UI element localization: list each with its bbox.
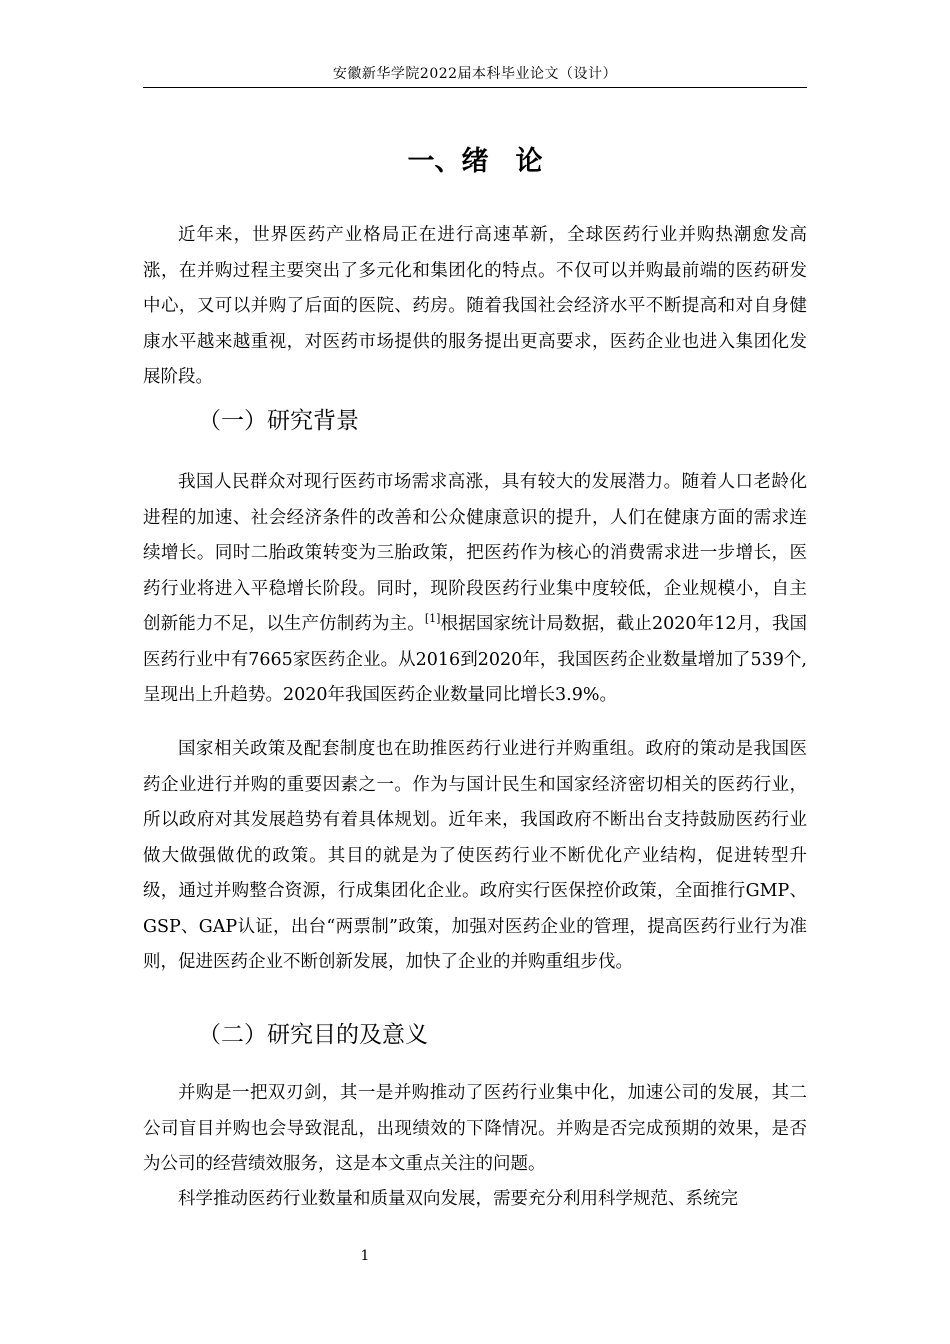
section-heading-purpose: （二）研究目的及意义 [198, 1022, 428, 1048]
intro-paragraph: 近年来，世界医药产业格局正在进行高速革新，全球医药行业并购热潮愈发高涨，在并购过程主要突出了多元化和集团化的特点。不仅可以并购最前端的医药研发中心，又可以并购了后面的医院、药房。随着我国社会经济水平不断提高和对自身健康水平越来越重视，对医药市场提供的服务提出更高要求，医药企业也进入集团化发展阶段。 [143, 225, 807, 387]
purpose-paragraph-1: 并购是一把双刃剑，其一是并购推动了医药行业集中化，加速公司的发展，其二公司盲目并购也会导致混乱，出现绩效的下降情况。并购是否完成预期的效果，是否为公司的经营绩效服务，这是本文重点关注的问题。 [143, 1083, 807, 1174]
background-paragraph-1 [143, 465, 807, 714]
purpose-paragraph-2: 科学推动医药行业数量和质量双向发展，需要充分利用科学规范、系统完 [178, 1189, 738, 1209]
background-paragraph-2: 国家相关政策及配套制度也在助推医药行业进行并购重组。政府的策动是我国医药企业进行并购的重要因素之一。作为与国计民生和国家经济密切相关的医药行业，所以政府对其发展趋势有着具体规划。近年来，我国政府不断出台支持鼓励医药行业做大做强做优的政策。其目的就是为了使医药行业不断优化产业结构，促进转型升级，通过并购整合资源，行成集团化企业。政府实行医保控价政策，全面推行GMP、GSP、GAP认证，出台“两票制”政策，加强对医药企业的管理，提高医药行业行为准则，促进医药企业不断创新发展，加快了企业的并购重组步伐。 [143, 739, 807, 972]
page-number: 1 [360, 1248, 370, 1264]
citation-marker: [1] [424, 612, 441, 626]
header-divider [143, 87, 807, 88]
paragraph-text: 我国人民群众对现行医药市场需求高涨，具有较大的发展潜力。随着人口老龄化进程的加速、社会经济条件的改善和公众健康意识的提升，人们在健康方面的需求连续增长。同时二胎政策转变为三胎政策，把医药作为核心的消费需求进一步增长，医药行业将进入平稳增长阶段。同时，现阶段医药行业集中度较低，企业规模小，自主创新能力不足，以生产仿制药为主。 [143, 472, 807, 634]
chapter-title: 一、绪 论 [407, 146, 543, 177]
paragraph-text: 根据国家统计局数据，截止2020年12月，我国医药行业中有7665家医药企业。从2016到2020年，我国医药企业数量增加了539个, 呈现出上升趋势。2020年我国医药企业数量同比增长3.9%。 [143, 614, 807, 705]
section-heading-background: （一）研究背景 [198, 408, 359, 434]
running-header: 安徽新华学院2022届本科毕业论文（设计） [332, 66, 618, 82]
